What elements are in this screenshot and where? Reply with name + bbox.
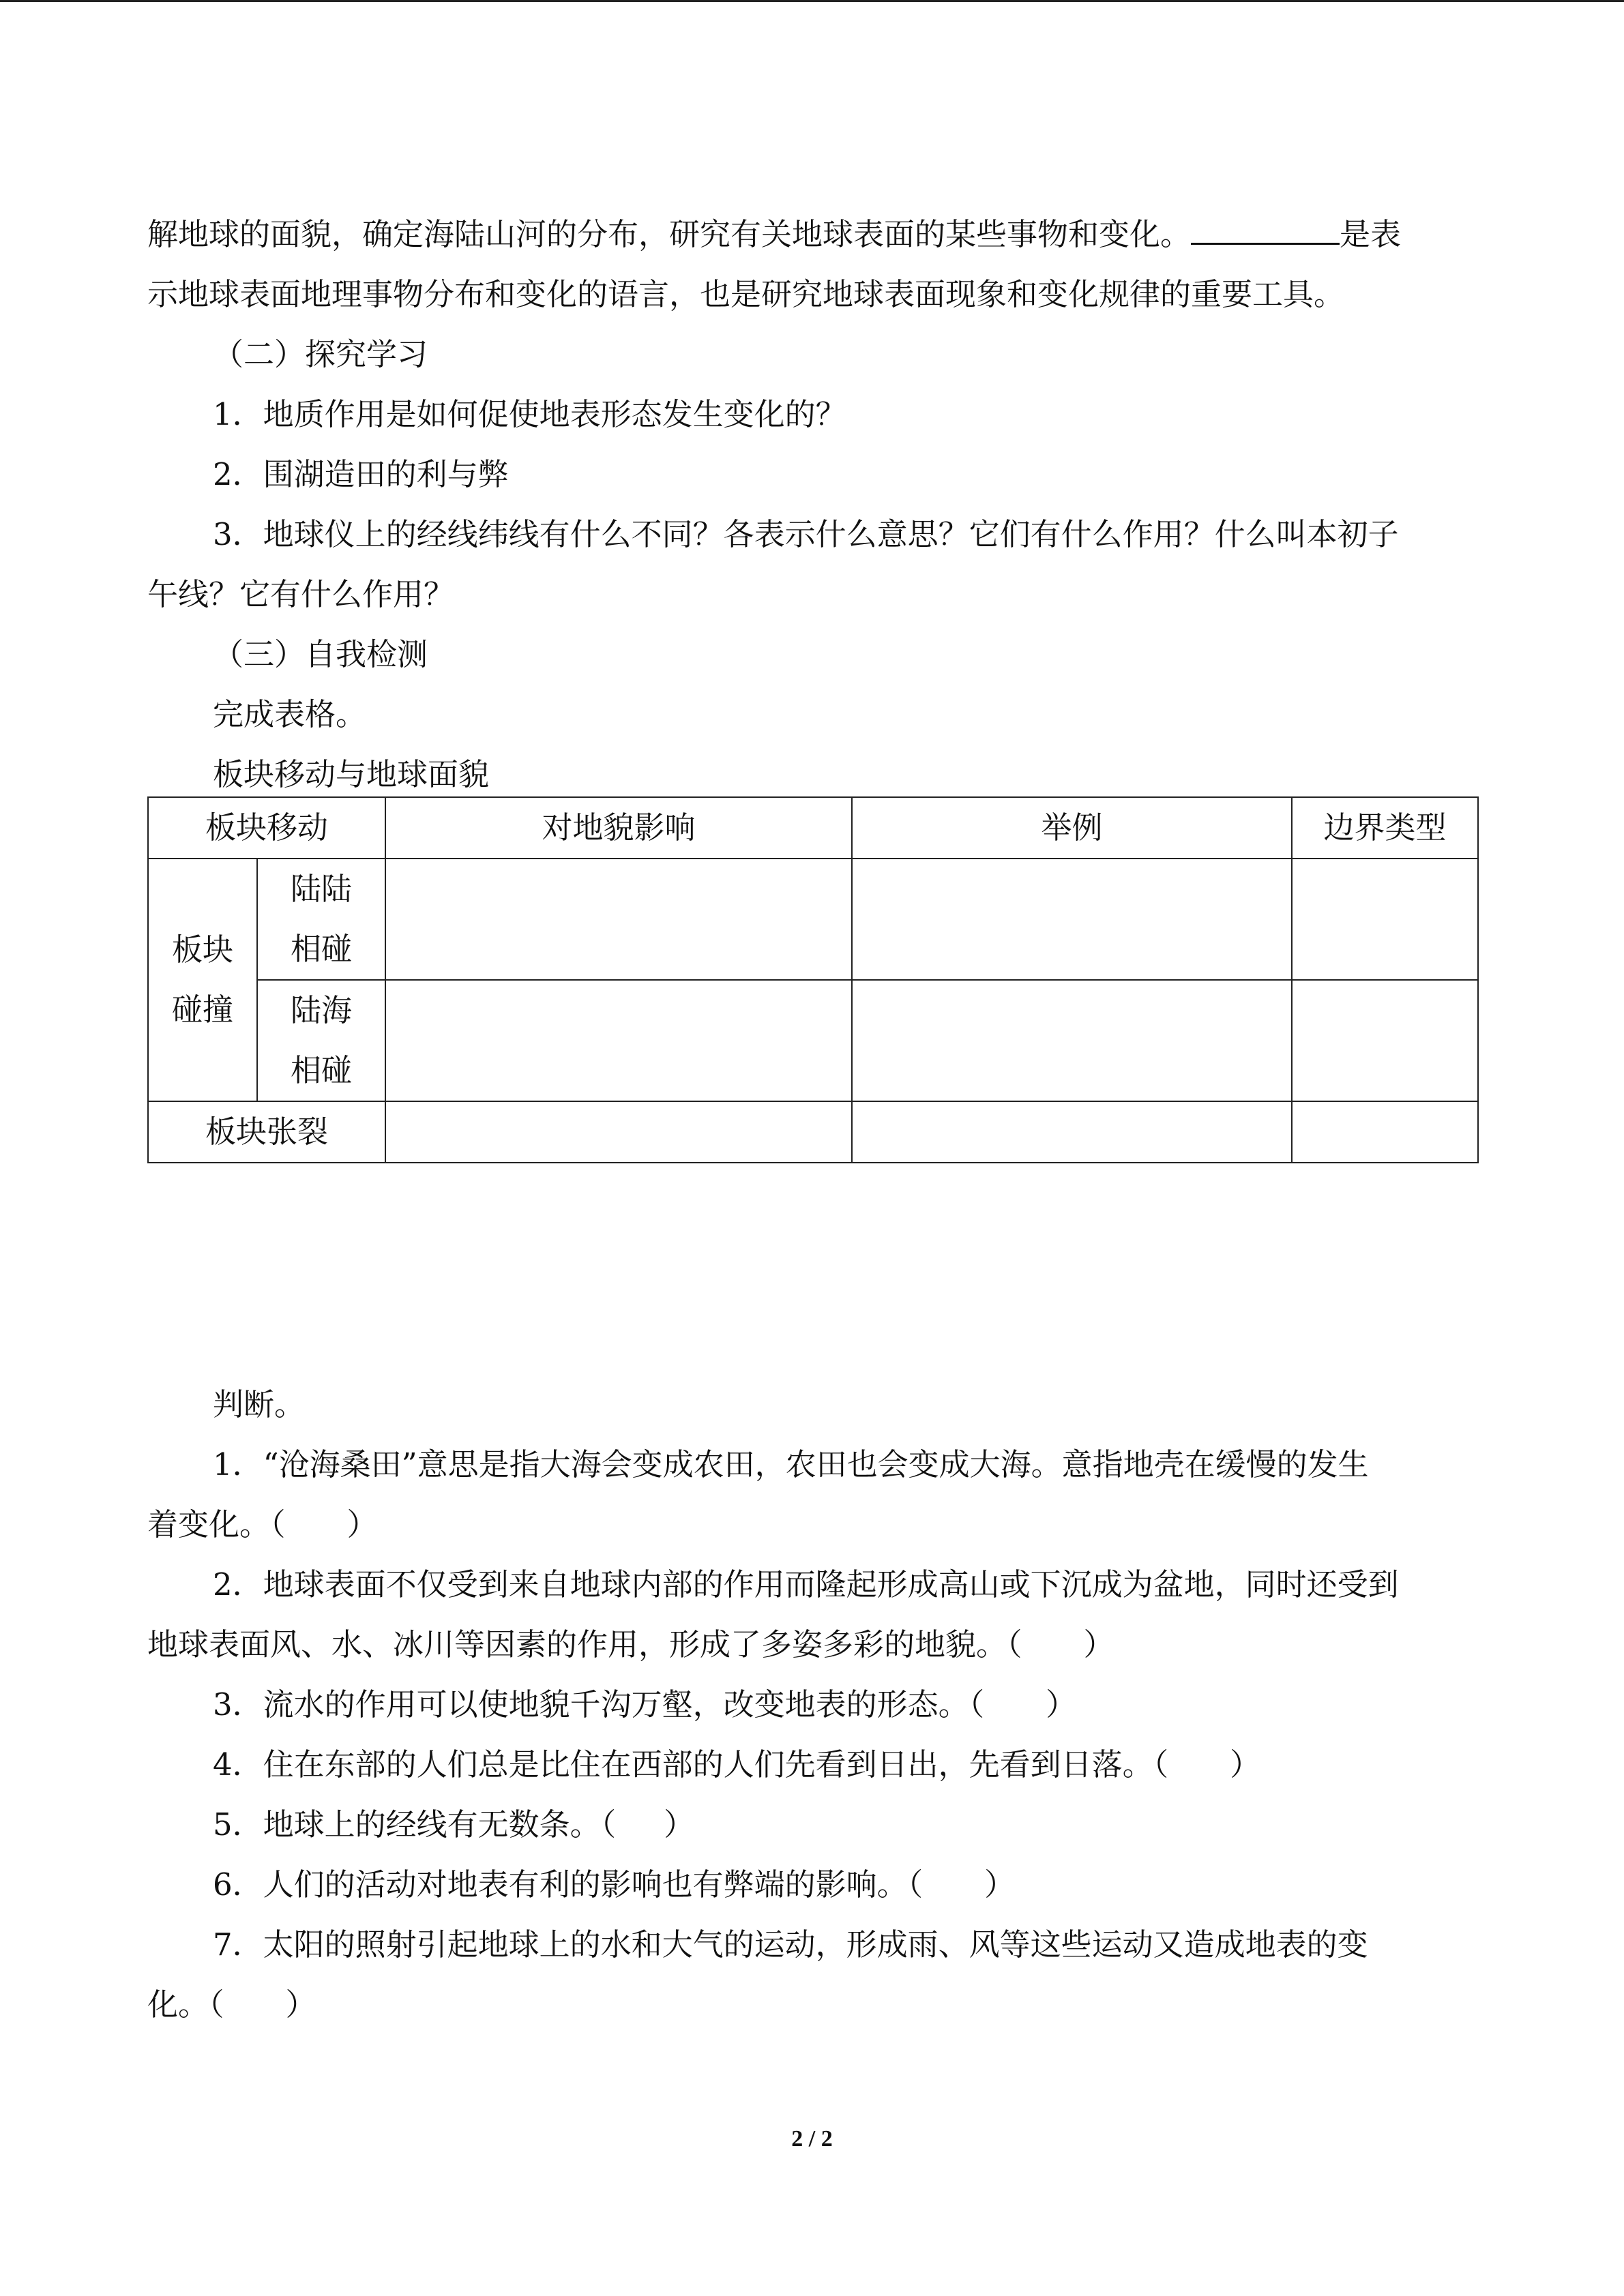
answer-paren-q4[interactable]: （ ） <box>1153 1746 1261 1783</box>
answer-cell-land-sea-boundary[interactable] <box>1292 980 1478 1101</box>
judgement-q5: 5．地球上的经线有无数条。（ ） <box>213 1806 695 1843</box>
judgement-q1-continued: 着变化。（ ） <box>147 1506 378 1542</box>
page-number: 2 / 2 <box>791 2126 833 2151</box>
header-example: 举例 <box>852 797 1292 859</box>
judgement-q7-continued: 化。（ ） <box>147 1986 316 2023</box>
judgement-q2: 2．地球表面不仅受到来自地球内部的作用而隆起形成高山或下沉成为盆地，同时还受到 <box>213 1566 1399 1602</box>
section-heading-inquiry: （二）探究学习 <box>213 336 428 372</box>
table-title: 板块移动与地球面貌 <box>213 756 490 792</box>
answer-cell-land-land-boundary[interactable] <box>1292 859 1478 980</box>
judgement-q3: 3．流水的作用可以使地貌千沟万壑，改变地表的形态。（ ） <box>213 1686 1077 1723</box>
header-boundary-type: 边界类型 <box>1292 797 1478 859</box>
inquiry-item-2: 2．围湖造田的利与弊 <box>213 456 509 492</box>
inquiry-item-3: 3．地球仪上的经线纬线有什么不同？各表示什么意思？它们有什么作用？什么叫本初子 <box>213 516 1399 552</box>
inquiry-item-1: 1．地质作用是如何促使地表形态发生变化的？ <box>213 396 846 432</box>
table-row-land-land <box>148 859 1478 980</box>
answer-cell-rift-impact[interactable] <box>385 1101 852 1163</box>
table-row-rift <box>148 1101 1478 1163</box>
answer-paren-q5[interactable]: （ ） <box>600 1806 695 1843</box>
table-header-row <box>148 797 1478 859</box>
judgement-q4: 4．住在东部的人们总是比住在西部的人们先看到日出，先看到日落。（ ） <box>213 1746 1261 1783</box>
judgement-heading: 判断。 <box>213 1386 306 1422</box>
answer-paren-q3[interactable]: （ ） <box>969 1686 1077 1723</box>
section-heading-self-check: （三）自我检测 <box>213 636 428 672</box>
answer-paren-q7[interactable]: （ ） <box>209 1986 316 2023</box>
answer-paren-q2[interactable]: （ ） <box>1007 1626 1114 1663</box>
judgement-section <box>147 1375 1477 2035</box>
intro-line-1: 解地球的面貌，确定海陆山河的分布，研究有关地球表面的某些事物和变化。 是表 <box>147 205 1477 265</box>
answer-cell-land-sea-example[interactable] <box>852 980 1292 1101</box>
cell-land-sea: 陆海 相碰 <box>257 980 385 1101</box>
answer-paren-q6[interactable]: （ ） <box>907 1866 1016 1903</box>
header-plate-movement: 板块移动 <box>148 797 385 859</box>
inquiry-item-3-continued: 午线？它有什么作用？ <box>147 576 455 612</box>
judgement-q6: 6．人们的活动对地表有利的影响也有弊端的影响。（ ） <box>213 1866 1016 1903</box>
answer-cell-land-sea-impact[interactable] <box>385 980 852 1101</box>
answer-cell-rift-example[interactable] <box>852 1101 1292 1163</box>
answer-cell-land-land-impact[interactable] <box>385 859 852 980</box>
fill-in-blank[interactable] <box>1191 207 1340 245</box>
answer-cell-land-land-example[interactable] <box>852 859 1292 980</box>
intro-line-2: 示地球表面地理事物分布和变化的语言，也是研究地球表面现象和变化规律的重要工具。 <box>147 276 1345 312</box>
answer-paren-q1[interactable]: （ ） <box>270 1506 378 1542</box>
table-row-land-sea <box>148 980 1478 1101</box>
cell-land-land: 陆陆 相碰 <box>257 859 385 980</box>
table-instruction: 完成表格。 <box>213 696 367 732</box>
plate-movement-table <box>147 796 1479 1163</box>
document-page <box>147 205 1477 2023</box>
header-landform-impact: 对地貌影响 <box>385 797 852 859</box>
cell-plate-collision: 板块 碰撞 <box>148 859 257 1101</box>
top-border-line <box>0 0 1624 2</box>
judgement-q2-continued: 地球表面风、水、冰川等因素的作用，形成了多姿多彩的地貌。（ ） <box>147 1626 1114 1663</box>
cell-plate-rift: 板块张裂 <box>148 1101 385 1163</box>
answer-cell-rift-boundary[interactable] <box>1292 1101 1478 1163</box>
judgement-q7: 7．太阳的照射引起地球上的水和大气的运动，形成雨、风等这些运动又造成地表的变 <box>213 1926 1368 1963</box>
judgement-q1: 1．“沧海桑田”意思是指大海会变成农田，农田也会变成大海。意指地壳在缓慢的发生 <box>213 1446 1369 1482</box>
